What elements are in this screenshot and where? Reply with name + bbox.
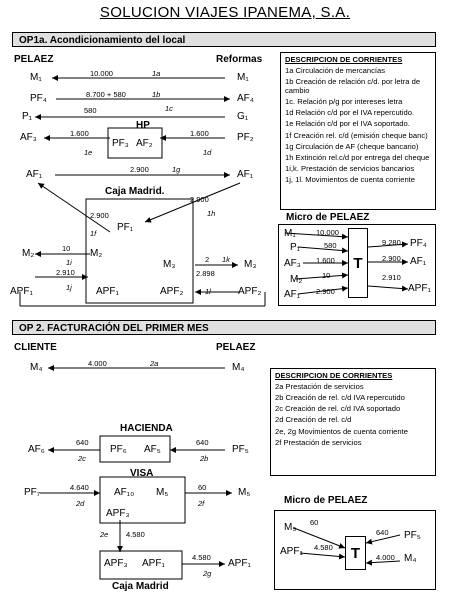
af1-left: AF₁ bbox=[26, 169, 43, 180]
micro1-left-val: 10 bbox=[322, 271, 331, 280]
m3-right: M₃ bbox=[244, 259, 257, 270]
m4-right: M₄ bbox=[232, 362, 245, 373]
apf1-inner: APF₁ bbox=[96, 286, 119, 297]
description-item: 2a Prestación de servicios bbox=[275, 381, 364, 391]
description-item: 1j, 1l. Movimientos de cuenta corriente bbox=[285, 175, 416, 185]
af3-left: AF₃ bbox=[20, 132, 37, 143]
val-2900-h: 2.900 bbox=[190, 195, 209, 204]
reformas-header: Reformas bbox=[216, 54, 263, 65]
af1-right: AF₁ bbox=[237, 169, 254, 180]
micro-title-2: Micro de PELAEZ bbox=[284, 495, 368, 506]
micro2-right-val: 4.000 bbox=[376, 553, 395, 562]
micro1-left-node: AF₁ bbox=[284, 289, 301, 300]
m3-inner: M₃ bbox=[163, 259, 176, 270]
section2-bar: OP 2. FACTURACIÓN DEL PRIMER MES bbox=[12, 320, 436, 335]
micro1-left-node: P₁ bbox=[290, 242, 301, 253]
tag-1k: 1k bbox=[222, 255, 230, 264]
micro2-left-node: M₅ bbox=[284, 522, 297, 533]
description-item: 2d Creación de rel. c/d bbox=[275, 415, 352, 425]
val-2: 2 bbox=[205, 255, 210, 264]
m5-right: M₅ bbox=[238, 487, 251, 498]
tag-2a: 2a bbox=[150, 359, 159, 368]
micro1-left-val: 2.900 bbox=[316, 287, 335, 296]
description-item: 1g Circulación de AF (cheque bancario) bbox=[285, 141, 419, 151]
pelaez-header-2: PELAEZ bbox=[216, 342, 256, 353]
apf2-inner: APF₂ bbox=[160, 286, 184, 297]
tag-2b: 2b bbox=[200, 454, 209, 463]
description-item: 1a Circulación de mercancías bbox=[285, 65, 386, 75]
micro1-right-val: 9.280 bbox=[382, 238, 401, 247]
val-10: 10 bbox=[62, 244, 71, 253]
val-4640: 4.640 bbox=[70, 483, 89, 492]
tag-1f: 1f bbox=[90, 229, 97, 238]
af10-node: AF₁₀ bbox=[114, 487, 135, 498]
micro-title-1: Micro de PELAEZ bbox=[286, 212, 370, 223]
tag-1l: 1l bbox=[205, 287, 211, 296]
tag-1i: 1i bbox=[66, 258, 72, 267]
m5-inner: M₅ bbox=[156, 487, 169, 498]
pf7-left: PF₇ bbox=[24, 487, 41, 498]
tag-1h: 1h bbox=[207, 209, 216, 218]
tag-1a: 1a bbox=[152, 69, 161, 78]
description-item: 1e Relación c/d por el IVA soportado. bbox=[285, 119, 410, 129]
af5-node: AF₅ bbox=[144, 444, 161, 455]
val-60: 60 bbox=[198, 483, 207, 492]
micro1-left-node: AF₃ bbox=[284, 258, 301, 269]
micro2-left-node: APF₁ bbox=[280, 546, 303, 557]
description-heading: DESCRIPCION DE CORRIENTES bbox=[285, 55, 403, 64]
micro1-left-node: M₁ bbox=[284, 228, 296, 239]
description-item: 1h Extinción rel.c/d por entrega del cheque bbox=[285, 152, 430, 162]
description-item: 2c Creación de rel. c/d IVA soportado bbox=[275, 404, 401, 414]
val-4000: 4.000 bbox=[88, 359, 107, 368]
af2-node: AF₂ bbox=[136, 138, 153, 149]
pf3-node: PF₃ bbox=[112, 138, 129, 149]
val-2898: 2.898 bbox=[196, 269, 215, 278]
micro1-left-val: 1.600 bbox=[316, 256, 335, 265]
description-item: 1c. Relación p/g por intereses letra bbox=[285, 97, 403, 107]
m1-right: M₁ bbox=[237, 72, 249, 83]
tag-1e: 1e bbox=[84, 148, 93, 157]
apf3-caja: APF₃ bbox=[104, 558, 128, 569]
tag-2g: 2g bbox=[203, 569, 212, 578]
micro2-left-val: 60 bbox=[310, 518, 319, 527]
description-heading: DESCRIPCION DE CORRIENTES bbox=[275, 371, 393, 380]
pf5-right: PF₅ bbox=[232, 444, 249, 455]
micro2-right-node: PF₅ bbox=[404, 530, 421, 541]
description-item: 2b Creación de rel. c/d IVA repercutido bbox=[275, 393, 405, 403]
micro1-right-val: 2.910 bbox=[382, 273, 401, 282]
tag-1b: 1b bbox=[152, 90, 161, 99]
caja-madrid-label: Caja Madrid. bbox=[105, 186, 165, 197]
m1-left: M₁ bbox=[30, 72, 42, 83]
g1-right: G₁ bbox=[237, 111, 249, 122]
pf2-right: PF₂ bbox=[237, 132, 254, 143]
micro2-right-val: 640 bbox=[376, 528, 389, 537]
af4-right: AF₄ bbox=[237, 93, 254, 104]
pf6-node: PF₆ bbox=[110, 444, 127, 455]
section1-bar: OP1a. Acondicionamiento del local bbox=[12, 32, 436, 47]
pf4-left: PF₄ bbox=[30, 93, 47, 104]
m2-left: M₂ bbox=[22, 248, 35, 259]
pf1-node: PF₁ bbox=[117, 222, 134, 233]
val-4580-e: 4.580 bbox=[126, 530, 145, 539]
tag-1g: 1g bbox=[172, 165, 181, 174]
description-item: 1b Creación de relación c/d. por letra de cambio bbox=[285, 77, 421, 96]
micro1-right-node: APF₁ bbox=[408, 283, 431, 294]
page-title: SOLUCION VIAJES IPANEMA, S.A. bbox=[99, 4, 351, 21]
apf1-caja: APF₁ bbox=[142, 558, 165, 569]
micro1-right-val: 2.900 bbox=[382, 254, 401, 263]
m2-inner: M₂ bbox=[90, 248, 103, 259]
val-1600-left: 1.600 bbox=[70, 129, 89, 138]
apf1-right: APF₁ bbox=[228, 558, 251, 569]
val-640-left: 640 bbox=[76, 438, 89, 447]
val-10000: 10.000 bbox=[90, 69, 113, 78]
apf3-visa: APF₃ bbox=[106, 508, 130, 519]
val-4580-g: 4.580 bbox=[192, 553, 211, 562]
val-640-right: 640 bbox=[196, 438, 209, 447]
micro1-left-val: 580 bbox=[324, 241, 337, 250]
description-box-1 bbox=[280, 52, 436, 210]
val-2900-f: 2.900 bbox=[90, 211, 109, 220]
description-item: 2f Prestación de servicios bbox=[275, 437, 362, 447]
hacienda-label: HACIENDA bbox=[120, 423, 173, 434]
description-item: 2e, 2g Movimientos de cuenta corriente bbox=[275, 426, 408, 436]
val-2910: 2.910 bbox=[56, 268, 75, 277]
t-account-1: T bbox=[348, 228, 368, 298]
micro1-right-node: AF₁ bbox=[410, 256, 427, 267]
cliente-header: CLIENTE bbox=[14, 342, 57, 353]
apf2-right: APF₂ bbox=[238, 286, 262, 297]
tag-2e: 2e bbox=[100, 530, 109, 539]
description-item: 1i,k. Prestación de servicios bancarios bbox=[285, 164, 415, 174]
description-item: 1d Relación c/d por el IVA repercutido. bbox=[285, 108, 415, 118]
m4-left: M₄ bbox=[30, 362, 43, 373]
t-account-2: T bbox=[345, 536, 366, 570]
tag-2c: 2c bbox=[78, 454, 86, 463]
micro2-left-val: 4.580 bbox=[314, 543, 333, 552]
micro1-right-node: PF₄ bbox=[410, 238, 427, 249]
val-1600-right: 1.600 bbox=[190, 129, 209, 138]
description-item: 1f Creación rel. c/d (emisión cheque banc) bbox=[285, 130, 428, 140]
visa-label: VISA bbox=[130, 468, 154, 479]
caja-madrid-label-2: Caja Madrid bbox=[112, 581, 169, 592]
description-box-2 bbox=[270, 368, 436, 476]
tag-1d: 1d bbox=[203, 148, 212, 157]
tag-1c: 1c bbox=[165, 104, 173, 113]
tag-2f: 2f bbox=[198, 499, 205, 508]
tag-1j: 1j bbox=[66, 283, 72, 292]
val-580: 580 bbox=[84, 106, 97, 115]
micro1-left-node: M₂ bbox=[290, 274, 303, 285]
apf1-left: APF₁ bbox=[10, 286, 33, 297]
af6-left: AF₆ bbox=[28, 444, 45, 455]
val-2900-g: 2.900 bbox=[130, 165, 149, 174]
micro2-right-node: M₄ bbox=[404, 553, 417, 564]
pelaez-header: PELAEZ bbox=[14, 54, 54, 65]
tag-2d: 2d bbox=[76, 499, 85, 508]
micro1-left-val: 10.000 bbox=[316, 228, 339, 237]
hp-label: HP bbox=[136, 120, 150, 131]
val-8700: 8.700 + 580 bbox=[86, 90, 126, 99]
p1-left: P₁ bbox=[22, 111, 33, 122]
